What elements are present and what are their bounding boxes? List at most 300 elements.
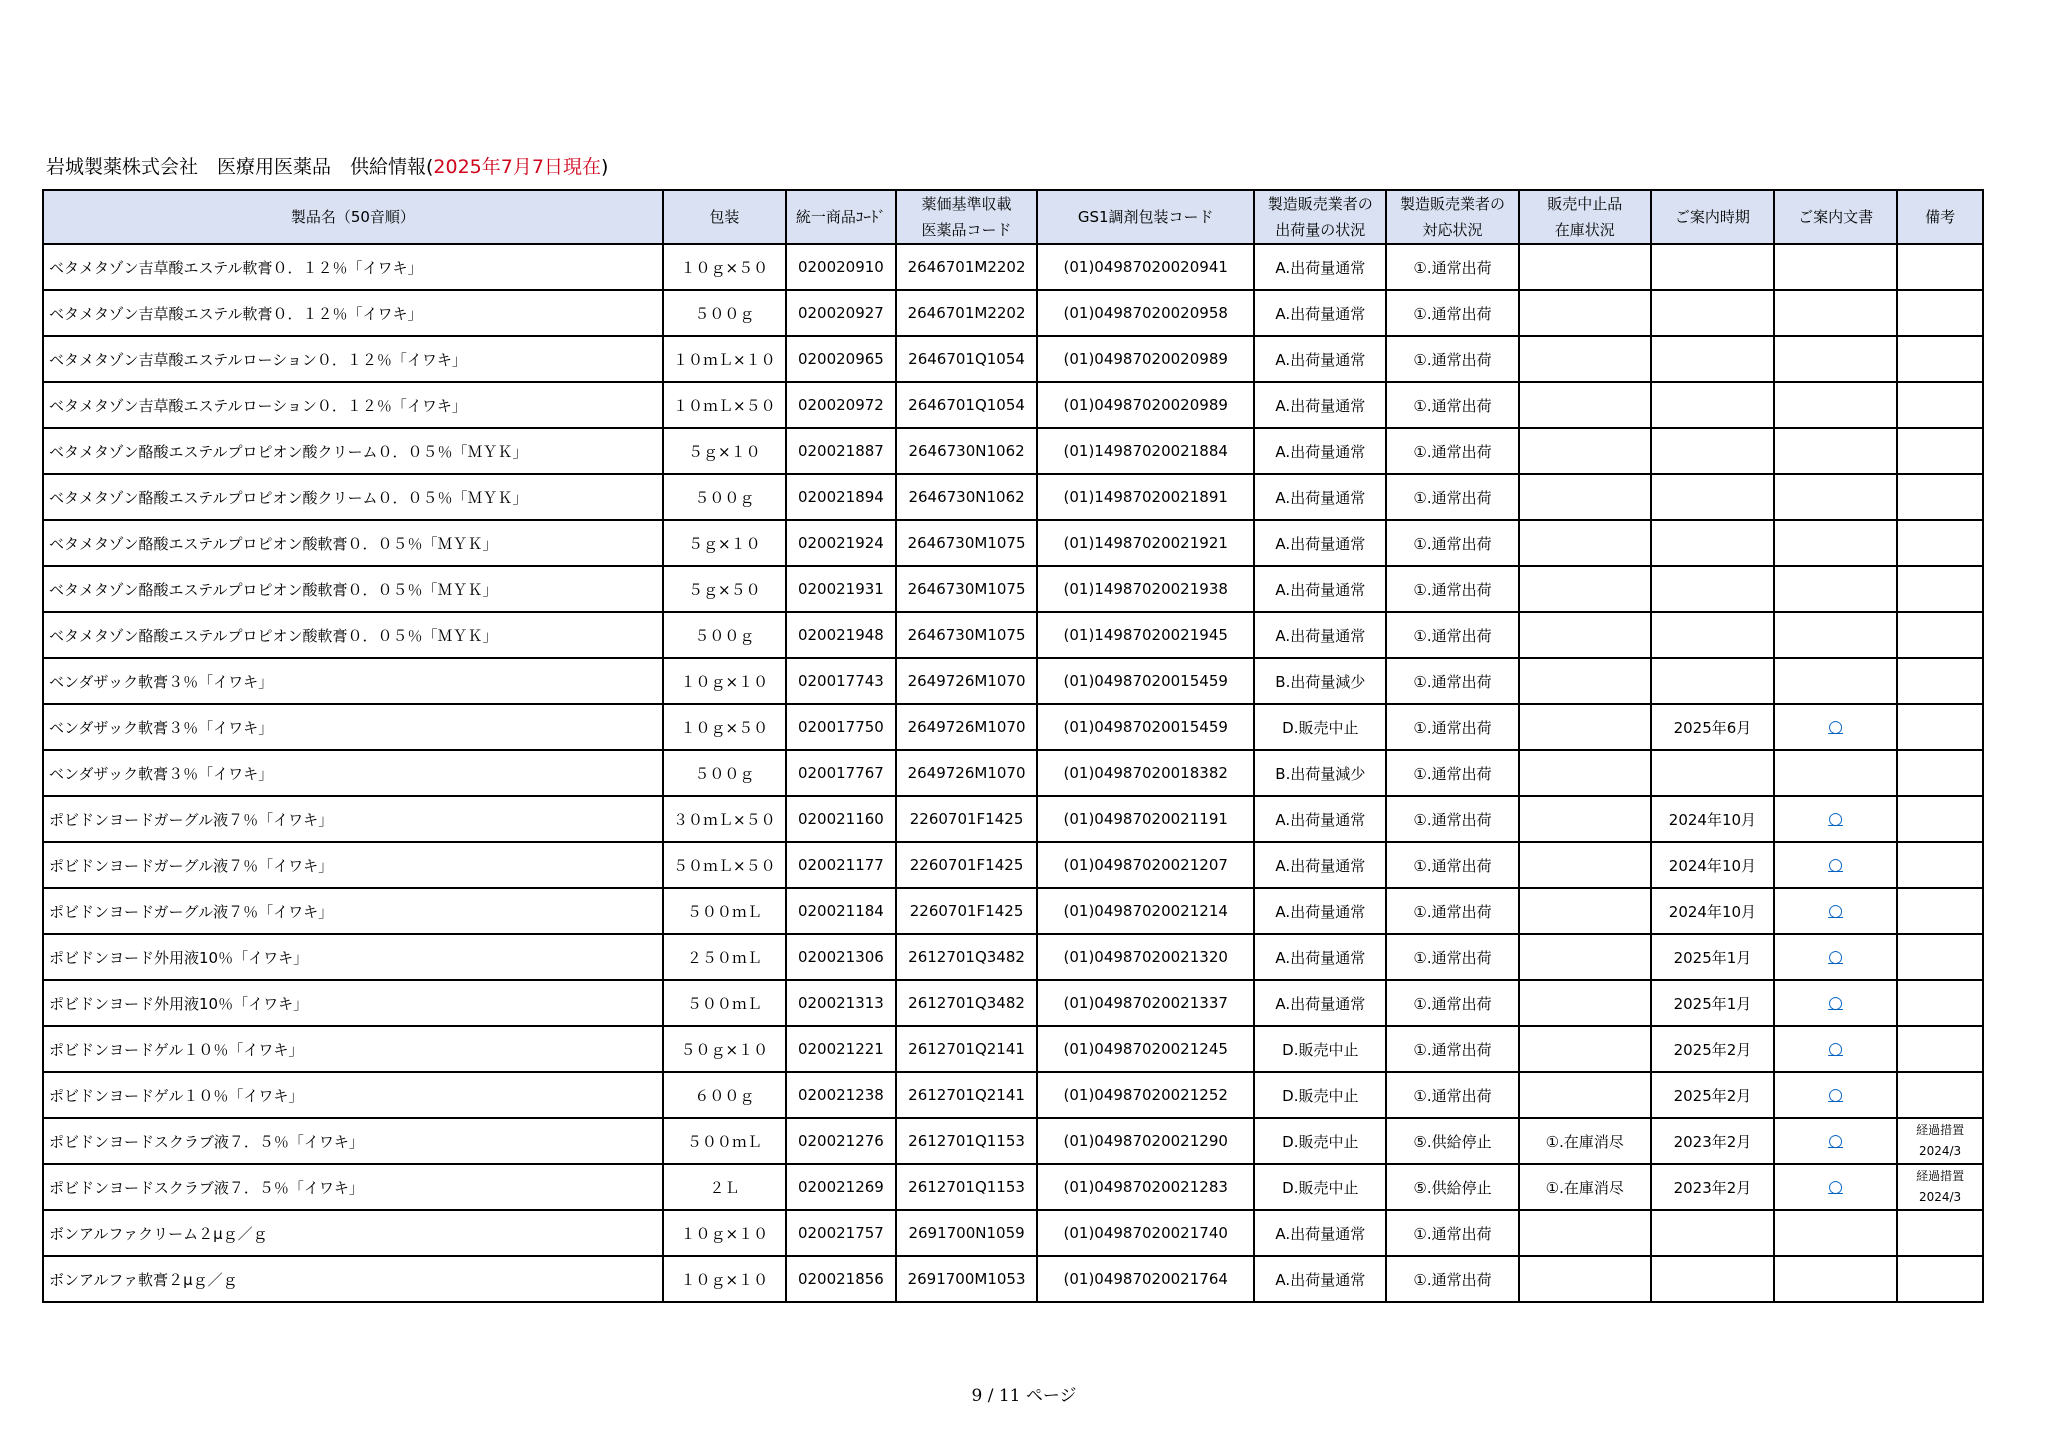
- shipment-status-cell: A.出荷量通常: [1254, 336, 1386, 382]
- notice-document-cell: [1774, 934, 1897, 980]
- table-row: [43, 290, 1983, 336]
- gs1-code-cell: (01)14987020021921: [1037, 520, 1254, 566]
- remarks-cell: [1897, 1118, 1983, 1164]
- remarks-cell: [1897, 474, 1983, 520]
- yakka-code-cell: 2646701Q1054: [896, 336, 1037, 382]
- package-cell: ５０ｇ×１０: [663, 1026, 786, 1072]
- product-name-cell: ポビドンヨードガーグル液７％「イワキ」: [43, 796, 663, 842]
- response-status-cell: ①.通常出荷: [1386, 428, 1518, 474]
- package-cell: ５００ｇ: [663, 474, 786, 520]
- stock-status-cell: [1519, 888, 1651, 934]
- gs1-code-cell: (01)04987020021252: [1037, 1072, 1254, 1118]
- header-line: 製品名（50音順）: [290, 208, 415, 226]
- unified-code-cell: 020017767: [786, 750, 896, 796]
- table-row: [43, 520, 1983, 566]
- notice-document-cell: [1774, 796, 1897, 842]
- notice-document-link[interactable]: ○: [1828, 1039, 1843, 1059]
- stock-status-cell: [1519, 1026, 1651, 1072]
- table-row: [43, 382, 1983, 428]
- stock-status-cell: [1519, 842, 1651, 888]
- yakka-code-cell: 2612701Q2141: [896, 1072, 1037, 1118]
- unified-code-cell: 020021184: [786, 888, 896, 934]
- remarks-cell: [1897, 888, 1983, 934]
- shipment-status-cell: B.出荷量減少: [1254, 658, 1386, 704]
- remarks-cell: [1897, 244, 1983, 290]
- shipment-status-cell: A.出荷量通常: [1254, 842, 1386, 888]
- remarks-cell: [1897, 290, 1983, 336]
- table-row: [43, 658, 1983, 704]
- table-row: [43, 612, 1983, 658]
- header-stock-status: [1519, 190, 1651, 244]
- remarks-cell: [1897, 934, 1983, 980]
- gs1-code-cell: (01)14987020021884: [1037, 428, 1254, 474]
- header-response-status: [1386, 190, 1518, 244]
- response-status-cell: ①.通常出荷: [1386, 612, 1518, 658]
- stock-status-cell: ①.在庫消尽: [1519, 1118, 1651, 1164]
- shipment-status-cell: A.出荷量通常: [1254, 382, 1386, 428]
- unified-code-cell: 020021160: [786, 796, 896, 842]
- package-cell: ６００ｇ: [663, 1072, 786, 1118]
- notice-timing-cell: [1651, 612, 1774, 658]
- notice-timing-cell: [1651, 566, 1774, 612]
- yakka-code-cell: 2612701Q1153: [896, 1118, 1037, 1164]
- product-name-cell: ポビドンヨードスクラブ液７．５％「イワキ」: [43, 1164, 663, 1210]
- unified-code-cell: 020021757: [786, 1210, 896, 1256]
- notice-timing-cell: [1651, 1210, 1774, 1256]
- product-name-cell: ベンダザック軟膏３％「イワキ」: [43, 704, 663, 750]
- package-cell: ５ｇ×１０: [663, 520, 786, 566]
- gs1-code-cell: (01)04987020021764: [1037, 1256, 1254, 1302]
- notice-timing-cell: 2025年2月: [1651, 1072, 1774, 1118]
- package-cell: １０ｇ×５０: [663, 244, 786, 290]
- package-cell: ５ｇ×１０: [663, 428, 786, 474]
- package-cell: ５００ｇ: [663, 750, 786, 796]
- notice-document-cell: [1774, 1072, 1897, 1118]
- remarks-cell: [1897, 382, 1983, 428]
- stock-status-cell: [1519, 566, 1651, 612]
- table-row: [43, 244, 1983, 290]
- shipment-status-cell: D.販売中止: [1254, 1072, 1386, 1118]
- header-line: 医薬品コード: [921, 221, 1012, 239]
- shipment-status-cell: A.出荷量通常: [1254, 474, 1386, 520]
- gs1-code-cell: (01)04987020021337: [1037, 980, 1254, 1026]
- package-cell: ５００ｍＬ: [663, 888, 786, 934]
- response-status-cell: ①.通常出荷: [1386, 658, 1518, 704]
- stock-status-cell: [1519, 428, 1651, 474]
- header-line: 備考: [1925, 208, 1956, 226]
- table-row: [43, 1256, 1983, 1302]
- notice-timing-cell: 2024年10月: [1651, 888, 1774, 934]
- stock-status-cell: [1519, 1210, 1651, 1256]
- shipment-status-cell: A.出荷量通常: [1254, 934, 1386, 980]
- product-name-cell: ボンアルファクリーム２μｇ／ｇ: [43, 1210, 663, 1256]
- gs1-code-cell: (01)14987020021891: [1037, 474, 1254, 520]
- product-name-cell: ポビドンヨードスクラブ液７．５％「イワキ」: [43, 1118, 663, 1164]
- product-name-cell: ベタメタゾン酪酸エステルプロピオン酸軟膏０．０５％「ＭＹＫ」: [43, 520, 663, 566]
- header-shipment-status: [1254, 190, 1386, 244]
- remarks-line: 2024/3: [1918, 1190, 1962, 1204]
- header-row: [43, 190, 1983, 244]
- product-name-cell: ベタメタゾン吉草酸エステルローション０．１２％「イワキ」: [43, 336, 663, 382]
- header-package: [663, 190, 786, 244]
- yakka-code-cell: 2649726M1070: [896, 750, 1037, 796]
- gs1-code-cell: (01)04987020020989: [1037, 336, 1254, 382]
- remarks-cell: [1897, 796, 1983, 842]
- notice-document-cell: [1774, 980, 1897, 1026]
- stock-status-cell: [1519, 474, 1651, 520]
- yakka-code-cell: 2646701M2202: [896, 244, 1037, 290]
- yakka-code-cell: 2691700N1059: [896, 1210, 1037, 1256]
- page-number: 9 / 11 ページ: [971, 1386, 1077, 1406]
- table-row: [43, 1210, 1983, 1256]
- package-cell: ５００ｇ: [663, 612, 786, 658]
- yakka-code-cell: 2649726M1070: [896, 658, 1037, 704]
- unified-code-cell: 020021269: [786, 1164, 896, 1210]
- remarks-cell: [1897, 658, 1983, 704]
- shipment-status-cell: B.出荷量減少: [1254, 750, 1386, 796]
- table-row: [43, 1164, 1983, 1210]
- notice-document-link[interactable]: ○: [1828, 947, 1843, 967]
- package-cell: １０ｇ×５０: [663, 704, 786, 750]
- notice-document-cell: [1774, 612, 1897, 658]
- header-remarks: [1897, 190, 1983, 244]
- remarks-cell: [1897, 980, 1983, 1026]
- shipment-status-cell: D.販売中止: [1254, 704, 1386, 750]
- package-cell: １０ｇ×１０: [663, 1210, 786, 1256]
- table-row: [43, 888, 1983, 934]
- response-status-cell: ①.通常出荷: [1386, 704, 1518, 750]
- product-name-cell: ベタメタゾン吉草酸エステル軟膏０．１２％「イワキ」: [43, 290, 663, 336]
- header-line: 統一商品ｺｰﾄﾞ: [795, 208, 886, 226]
- remarks-cell: [1897, 750, 1983, 796]
- unified-code-cell: 020021313: [786, 980, 896, 1026]
- notice-document-cell: [1774, 842, 1897, 888]
- gs1-code-cell: (01)04987020021207: [1037, 842, 1254, 888]
- shipment-status-cell: D.販売中止: [1254, 1118, 1386, 1164]
- table-row: [43, 750, 1983, 796]
- gs1-code-cell: (01)14987020021938: [1037, 566, 1254, 612]
- notice-timing-cell: 2025年6月: [1651, 704, 1774, 750]
- notice-document-link[interactable]: ○: [1828, 1085, 1843, 1105]
- product-name-cell: ポビドンヨードガーグル液７％「イワキ」: [43, 842, 663, 888]
- notice-timing-cell: [1651, 750, 1774, 796]
- notice-document-link[interactable]: ○: [1828, 855, 1843, 875]
- response-status-cell: ①.通常出荷: [1386, 520, 1518, 566]
- response-status-cell: ①.通常出荷: [1386, 1026, 1518, 1072]
- notice-timing-cell: [1651, 336, 1774, 382]
- notice-timing-cell: 2025年2月: [1651, 1026, 1774, 1072]
- notice-timing-cell: [1651, 520, 1774, 566]
- unified-code-cell: 020021924: [786, 520, 896, 566]
- remarks-cell: [1897, 1026, 1983, 1072]
- header-notice-document: [1774, 190, 1897, 244]
- yakka-code-cell: 2260701F1425: [896, 888, 1037, 934]
- shipment-status-cell: A.出荷量通常: [1254, 428, 1386, 474]
- title-date: 2025年7月7日現在: [433, 156, 601, 178]
- package-cell: １０ｍＬ×１０: [663, 336, 786, 382]
- package-cell: ５００ｍＬ: [663, 1118, 786, 1164]
- product-name-cell: ベンダザック軟膏３％「イワキ」: [43, 658, 663, 704]
- remarks-cell: [1897, 704, 1983, 750]
- gs1-code-cell: (01)04987020021290: [1037, 1118, 1254, 1164]
- stock-status-cell: [1519, 336, 1651, 382]
- remarks-cell: [1897, 1210, 1983, 1256]
- notice-timing-cell: 2023年2月: [1651, 1164, 1774, 1210]
- header-gs1-code: [1037, 190, 1254, 244]
- header-line: 薬価基準収載: [921, 195, 1012, 213]
- notice-timing-cell: [1651, 428, 1774, 474]
- notice-document-cell: [1774, 382, 1897, 428]
- header-unified-code: [786, 190, 896, 244]
- shipment-status-cell: D.販売中止: [1254, 1026, 1386, 1072]
- yakka-code-cell: 2612701Q2141: [896, 1026, 1037, 1072]
- gs1-code-cell: (01)14987020021945: [1037, 612, 1254, 658]
- header-line: 出荷量の状況: [1275, 221, 1366, 239]
- yakka-code-cell: 2612701Q3482: [896, 934, 1037, 980]
- table-row: [43, 474, 1983, 520]
- shipment-status-cell: A.出荷量通常: [1254, 290, 1386, 336]
- unified-code-cell: 020021221: [786, 1026, 896, 1072]
- table-row: [43, 796, 1983, 842]
- notice-timing-cell: 2025年1月: [1651, 934, 1774, 980]
- stock-status-cell: [1519, 244, 1651, 290]
- table-row: [43, 704, 1983, 750]
- gs1-code-cell: (01)04987020021245: [1037, 1026, 1254, 1072]
- shipment-status-cell: A.出荷量通常: [1254, 796, 1386, 842]
- stock-status-cell: [1519, 658, 1651, 704]
- remarks-cell: [1897, 842, 1983, 888]
- remarks-cell: [1897, 566, 1983, 612]
- yakka-code-cell: 2612701Q1153: [896, 1164, 1037, 1210]
- stock-status-cell: [1519, 1256, 1651, 1302]
- unified-code-cell: 020021276: [786, 1118, 896, 1164]
- shipment-status-cell: A.出荷量通常: [1254, 520, 1386, 566]
- package-cell: ２Ｌ: [663, 1164, 786, 1210]
- gs1-code-cell: (01)04987020021214: [1037, 888, 1254, 934]
- shipment-status-cell: A.出荷量通常: [1254, 612, 1386, 658]
- notice-document-cell: [1774, 566, 1897, 612]
- product-name-cell: ポビドンヨードガーグル液７％「イワキ」: [43, 888, 663, 934]
- notice-document-cell: [1774, 1118, 1897, 1164]
- shipment-status-cell: A.出荷量通常: [1254, 980, 1386, 1026]
- notice-timing-cell: [1651, 382, 1774, 428]
- gs1-code-cell: (01)04987020020941: [1037, 244, 1254, 290]
- notice-document-link[interactable]: ○: [1828, 717, 1843, 737]
- stock-status-cell: [1519, 290, 1651, 336]
- package-cell: ３０ｍＬ×５０: [663, 796, 786, 842]
- remarks-cell: [1897, 336, 1983, 382]
- stock-status-cell: [1519, 520, 1651, 566]
- gs1-code-cell: (01)04987020021320: [1037, 934, 1254, 980]
- response-status-cell: ①.通常出荷: [1386, 934, 1518, 980]
- header-line: ご案内時期: [1674, 208, 1750, 226]
- header-line: 製造販売業者の: [1400, 195, 1506, 213]
- unified-code-cell: 020021931: [786, 566, 896, 612]
- notice-timing-cell: 2024年10月: [1651, 842, 1774, 888]
- unified-code-cell: 020021238: [786, 1072, 896, 1118]
- stock-status-cell: [1519, 796, 1651, 842]
- notice-document-link[interactable]: ○: [1828, 809, 1843, 829]
- response-status-cell: ①.通常出荷: [1386, 382, 1518, 428]
- response-status-cell: ①.通常出荷: [1386, 796, 1518, 842]
- table-row: [43, 1118, 1983, 1164]
- notice-document-cell: [1774, 474, 1897, 520]
- yakka-code-cell: 2260701F1425: [896, 796, 1037, 842]
- yakka-code-cell: 2646701M2202: [896, 290, 1037, 336]
- unified-code-cell: 020021856: [786, 1256, 896, 1302]
- product-name-cell: ベタメタゾン酪酸エステルプロピオン酸クリーム０．０５％「ＭＹＫ」: [43, 474, 663, 520]
- response-status-cell: ①.通常出荷: [1386, 336, 1518, 382]
- package-cell: １０ｍＬ×５０: [663, 382, 786, 428]
- response-status-cell: ①.通常出荷: [1386, 1072, 1518, 1118]
- notice-timing-cell: [1651, 658, 1774, 704]
- yakka-code-cell: 2646701Q1054: [896, 382, 1037, 428]
- unified-code-cell: 020021887: [786, 428, 896, 474]
- package-cell: ５００ｍＬ: [663, 980, 786, 1026]
- header-notice-timing: [1651, 190, 1774, 244]
- notice-document-link[interactable]: ○: [1828, 1177, 1843, 1197]
- gs1-code-cell: (01)04987020021191: [1037, 796, 1254, 842]
- stock-status-cell: [1519, 980, 1651, 1026]
- title-close: ): [600, 156, 609, 178]
- package-cell: ５００ｇ: [663, 290, 786, 336]
- unified-code-cell: 020020927: [786, 290, 896, 336]
- notice-timing-cell: 2025年1月: [1651, 980, 1774, 1026]
- product-name-cell: ベタメタゾン酪酸エステルプロピオン酸軟膏０．０５％「ＭＹＫ」: [43, 612, 663, 658]
- table-row: [43, 336, 1983, 382]
- header-line: 包装: [709, 208, 740, 226]
- notice-document-cell: [1774, 428, 1897, 474]
- page-title: [46, 152, 608, 179]
- notice-timing-cell: 2024年10月: [1651, 796, 1774, 842]
- notice-document-cell: [1774, 704, 1897, 750]
- yakka-code-cell: 2646730M1075: [896, 520, 1037, 566]
- shipment-status-cell: A.出荷量通常: [1254, 566, 1386, 612]
- gs1-code-cell: (01)04987020020958: [1037, 290, 1254, 336]
- notice-document-cell: [1774, 1026, 1897, 1072]
- table-body: [43, 244, 1983, 1302]
- remarks-cell: [1897, 1072, 1983, 1118]
- response-status-cell: ①.通常出荷: [1386, 566, 1518, 612]
- product-name-cell: ベタメタゾン酪酸エステルプロピオン酸軟膏０．０５％「ＭＹＫ」: [43, 566, 663, 612]
- notice-document-cell: [1774, 336, 1897, 382]
- yakka-code-cell: 2646730N1062: [896, 428, 1037, 474]
- notice-timing-cell: [1651, 244, 1774, 290]
- notice-timing-cell: [1651, 290, 1774, 336]
- stock-status-cell: [1519, 612, 1651, 658]
- response-status-cell: ①.通常出荷: [1386, 474, 1518, 520]
- yakka-code-cell: 2646730M1075: [896, 612, 1037, 658]
- product-name-cell: ポビドンヨードゲル１０％「イワキ」: [43, 1026, 663, 1072]
- yakka-code-cell: 2649726M1070: [896, 704, 1037, 750]
- remarks-line: 経過措置: [1916, 1169, 1965, 1183]
- unified-code-cell: 020020910: [786, 244, 896, 290]
- package-cell: ５ｇ×５０: [663, 566, 786, 612]
- notice-document-cell: [1774, 888, 1897, 934]
- gs1-code-cell: (01)04987020015459: [1037, 658, 1254, 704]
- response-status-cell: ①.通常出荷: [1386, 290, 1518, 336]
- title-main: 岩城製薬株式会社 医療用医薬品 供給情報(: [46, 156, 434, 178]
- shipment-status-cell: D.販売中止: [1254, 1164, 1386, 1210]
- response-status-cell: ①.通常出荷: [1386, 888, 1518, 934]
- unified-code-cell: 020020965: [786, 336, 896, 382]
- table-row: [43, 934, 1983, 980]
- remarks-cell: [1897, 1256, 1983, 1302]
- table-row: [43, 566, 1983, 612]
- header-yakka-code: [896, 190, 1037, 244]
- table-row: [43, 980, 1983, 1026]
- gs1-code-cell: (01)04987020021283: [1037, 1164, 1254, 1210]
- product-name-cell: ベタメタゾン吉草酸エステルローション０．１２％「イワキ」: [43, 382, 663, 428]
- stock-status-cell: [1519, 382, 1651, 428]
- unified-code-cell: 020021177: [786, 842, 896, 888]
- notice-document-cell: [1774, 1164, 1897, 1210]
- notice-timing-cell: [1651, 474, 1774, 520]
- notice-document-link[interactable]: ○: [1828, 1131, 1843, 1151]
- table-row: [43, 842, 1983, 888]
- notice-document-cell: [1774, 1256, 1897, 1302]
- package-cell: １０ｇ×１０: [663, 1256, 786, 1302]
- notice-timing-cell: [1651, 1256, 1774, 1302]
- notice-document-cell: [1774, 1210, 1897, 1256]
- header-line: 製造販売業者の: [1267, 195, 1373, 213]
- package-cell: １０ｇ×１０: [663, 658, 786, 704]
- gs1-code-cell: (01)04987020021740: [1037, 1210, 1254, 1256]
- package-cell: ２５０ｍＬ: [663, 934, 786, 980]
- gs1-code-cell: (01)04987020020989: [1037, 382, 1254, 428]
- remarks-cell: [1897, 520, 1983, 566]
- response-status-cell: ①.通常出荷: [1386, 980, 1518, 1026]
- remarks-cell: [1897, 1164, 1983, 1210]
- shipment-status-cell: A.出荷量通常: [1254, 244, 1386, 290]
- unified-code-cell: 020017743: [786, 658, 896, 704]
- shipment-status-cell: A.出荷量通常: [1254, 1210, 1386, 1256]
- response-status-cell: ①.通常出荷: [1386, 244, 1518, 290]
- remarks-cell: [1897, 612, 1983, 658]
- notice-document-cell: [1774, 244, 1897, 290]
- stock-status-cell: [1519, 750, 1651, 796]
- product-name-cell: ポビドンヨードゲル１０％「イワキ」: [43, 1072, 663, 1118]
- header-line: GS1調剤包装コード: [1077, 208, 1214, 226]
- shipment-status-cell: A.出荷量通常: [1254, 888, 1386, 934]
- yakka-code-cell: 2646730N1062: [896, 474, 1037, 520]
- response-status-cell: ⑤.供給停止: [1386, 1118, 1518, 1164]
- gs1-code-cell: (01)04987020015459: [1037, 704, 1254, 750]
- notice-document-link[interactable]: ○: [1828, 993, 1843, 1013]
- notice-document-cell: [1774, 290, 1897, 336]
- response-status-cell: ①.通常出荷: [1386, 1256, 1518, 1302]
- unified-code-cell: 020021948: [786, 612, 896, 658]
- header-line: 在庫状況: [1554, 221, 1615, 239]
- header-product-name: [43, 190, 663, 244]
- yakka-code-cell: 2612701Q3482: [896, 980, 1037, 1026]
- unified-code-cell: 020021306: [786, 934, 896, 980]
- stock-status-cell: [1519, 934, 1651, 980]
- notice-document-cell: [1774, 658, 1897, 704]
- stock-status-cell: [1519, 704, 1651, 750]
- remarks-line: 経過措置: [1916, 1123, 1965, 1137]
- product-name-cell: ポビドンヨード外用液10％「イワキ」: [43, 980, 663, 1026]
- product-name-cell: ベンダザック軟膏３％「イワキ」: [43, 750, 663, 796]
- yakka-code-cell: 2646730M1075: [896, 566, 1037, 612]
- remarks-line: 2024/3: [1918, 1144, 1962, 1158]
- notice-document-cell: [1774, 750, 1897, 796]
- response-status-cell: ①.通常出荷: [1386, 1210, 1518, 1256]
- product-name-cell: ポビドンヨード外用液10％「イワキ」: [43, 934, 663, 980]
- product-name-cell: ベタメタゾン吉草酸エステル軟膏０．１２％「イワキ」: [43, 244, 663, 290]
- notice-document-link[interactable]: ○: [1828, 901, 1843, 921]
- stock-status-cell: ①.在庫消尽: [1519, 1164, 1651, 1210]
